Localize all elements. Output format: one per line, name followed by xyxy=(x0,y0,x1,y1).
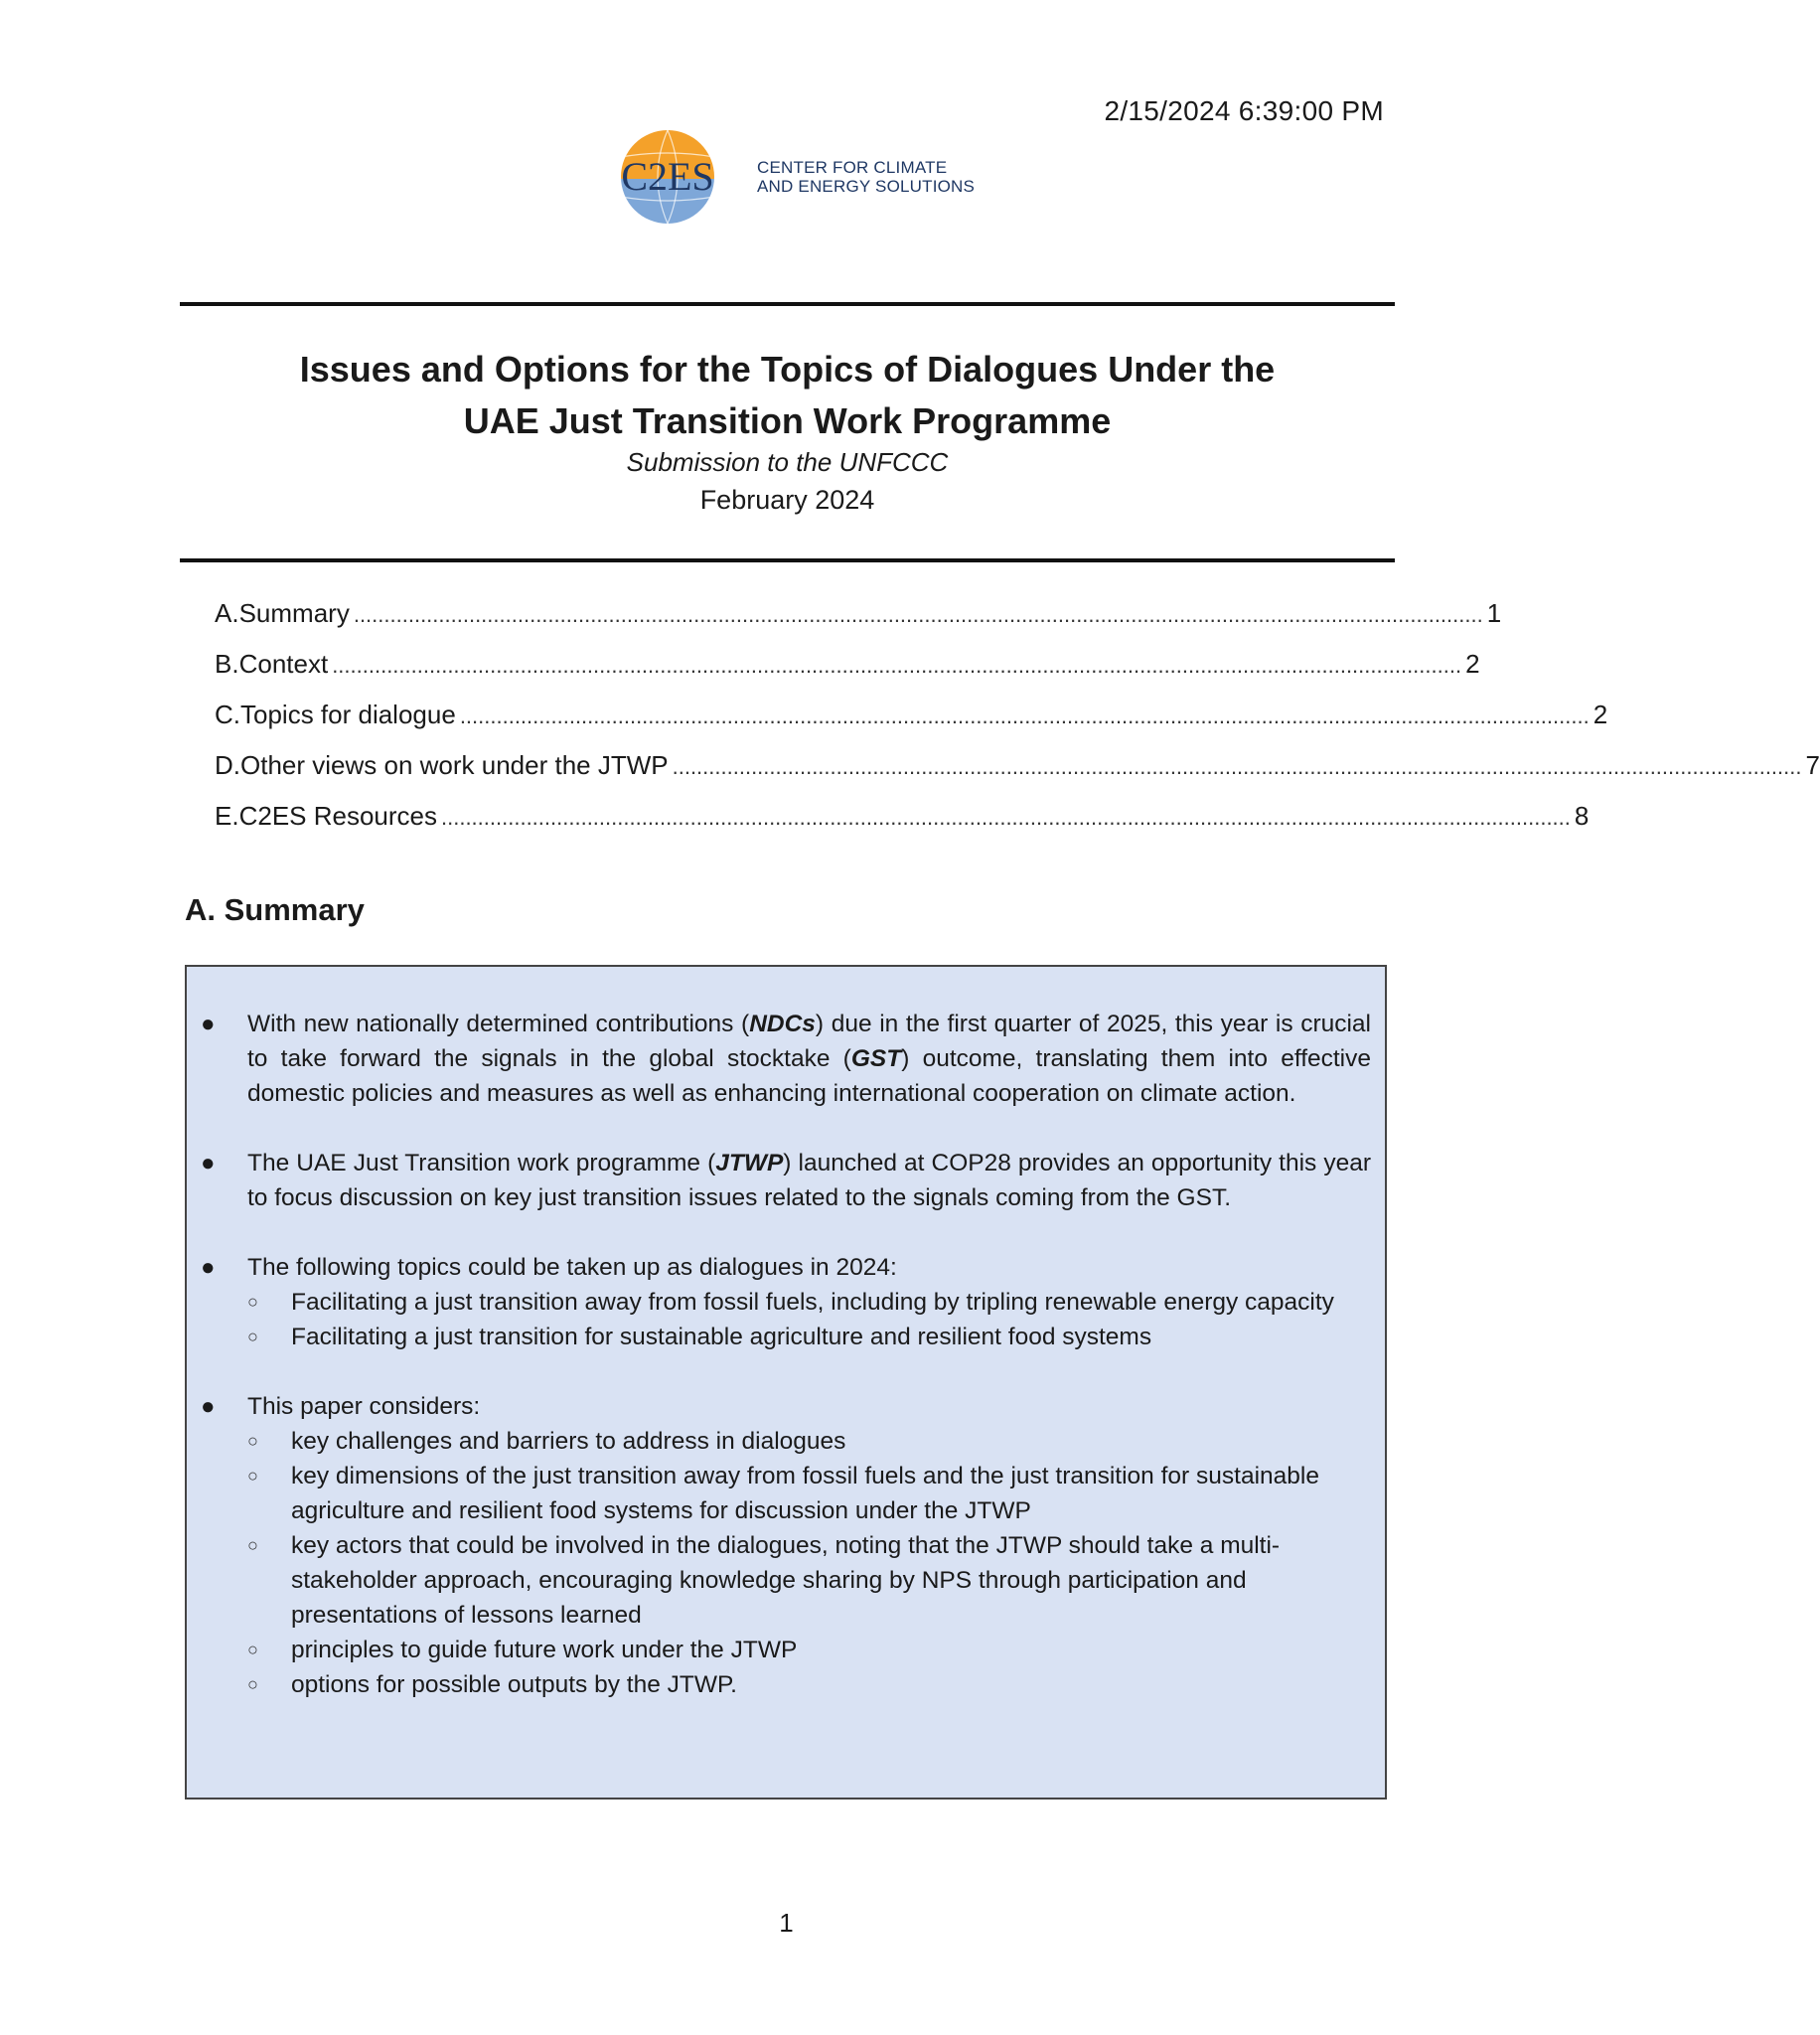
toc-entry-other-views[interactable] xyxy=(215,750,1820,801)
table-of-contents xyxy=(215,598,1820,852)
circle-bullet-icon: ○ xyxy=(247,1640,258,1659)
page-number: 1 xyxy=(779,1908,794,1938)
bottom-divider xyxy=(180,558,1395,562)
document-title xyxy=(180,344,1395,447)
toc-entry-resources[interactable] xyxy=(215,801,1590,852)
sub-bullet-text: options for possible outputs by the JTWP. xyxy=(291,1671,737,1698)
toc-letter: E. xyxy=(215,801,239,831)
title-line-1: Issues and Options for the Topics of Dialogues Under the xyxy=(299,349,1276,390)
acronym-gst: GST xyxy=(850,1045,902,1072)
sub-bullet-text: key dimensions of the just transition away from fossil fuels and the just transition for sustainable agriculture and resilient food systems for discussion under the JTWP xyxy=(291,1463,1319,1524)
text-run: ) outcome, translating them into effective domestic policies and measures as well as enhancing international cooperation on climate action. xyxy=(247,1045,1371,1107)
sub-bullet xyxy=(247,1667,1371,1702)
circle-bullet-icon: ○ xyxy=(247,1431,258,1451)
toc-leader: .......................................................................................................................................................................................... xyxy=(672,754,1802,779)
toc-page: 2 xyxy=(1592,700,1608,729)
circle-bullet-icon: ○ xyxy=(247,1327,258,1346)
summary-bullet xyxy=(187,1250,1385,1354)
summary-bullet xyxy=(187,1389,1385,1702)
text-run: With new nationally determined contributions ( xyxy=(247,1011,750,1037)
toc-leader: .......................................................................................................................................................................................... xyxy=(459,704,1590,728)
toc-letter: B. xyxy=(215,649,239,679)
bullet-icon: ● xyxy=(201,1150,216,1176)
toc-title: Summary xyxy=(238,598,350,628)
acronym-ndcs: NDCs xyxy=(749,1011,816,1037)
toc-letter: D. xyxy=(215,750,240,780)
logo-line-1: CENTER FOR CLIMATE xyxy=(757,158,948,177)
document-date: February 2024 xyxy=(699,485,875,515)
toc-letter: A. xyxy=(215,598,239,628)
toc-entry-topics[interactable] xyxy=(215,700,1608,750)
summary-box xyxy=(185,965,1387,1800)
text-run: ) launched at COP28 provides an opportunity this year to focus discussion on key just transition issues related to the signals coming from the GST. xyxy=(247,1150,1371,1211)
bullet-icon: ● xyxy=(201,1393,216,1420)
summary-bullets xyxy=(187,1007,1385,1737)
toc-letter: C. xyxy=(215,700,240,729)
summary-bullet xyxy=(187,1007,1385,1111)
circle-bullet-icon: ○ xyxy=(247,1535,258,1555)
toc-leader: .......................................................................................................................................................................................... xyxy=(332,653,1462,678)
toc-page: 8 xyxy=(1574,801,1590,831)
sub-bullet-text: Facilitating a just transition away from fossil fuels, including by tripling renewable energy capacity xyxy=(291,1289,1334,1316)
toc-title: Topics for dialogue xyxy=(240,700,456,729)
circle-bullet-icon: ○ xyxy=(247,1292,258,1312)
sub-bullet xyxy=(247,1320,1371,1354)
bullet-icon: ● xyxy=(201,1254,216,1281)
toc-page: 2 xyxy=(1465,649,1480,679)
section-heading-summary: A. Summary xyxy=(185,892,365,927)
logo-line-2: AND ENERGY SOLUTIONS xyxy=(757,177,976,196)
sub-bullet xyxy=(247,1285,1371,1320)
logo-wordmark xyxy=(757,158,975,196)
globe-icon xyxy=(618,127,737,227)
toc-leader: .......................................................................................................................................................................................... xyxy=(353,602,1483,627)
toc-entry-summary[interactable] xyxy=(215,598,1502,649)
toc-entry-context[interactable] xyxy=(215,649,1480,700)
sub-bullet xyxy=(247,1424,1371,1459)
toc-leader: .......................................................................................................................................................................................... xyxy=(441,805,1571,830)
sub-bullet-text: principles to guide future work under the JTWP xyxy=(291,1637,798,1663)
timestamp: 2/15/2024 6:39:00 PM xyxy=(1104,95,1384,126)
title-line-2: UAE Just Transition Work Programme xyxy=(463,400,1112,441)
toc-page: 1 xyxy=(1486,598,1502,628)
bullet-icon: ● xyxy=(201,1011,216,1037)
bullet-text: The following topics could be taken up as dialogues in 2024: xyxy=(247,1254,897,1281)
sub-bullet xyxy=(247,1633,1371,1667)
circle-bullet-icon: ○ xyxy=(247,1466,258,1486)
sub-bullet xyxy=(247,1459,1371,1528)
toc-title: C2ES Resources xyxy=(238,801,437,831)
bullet-text xyxy=(247,1007,1371,1111)
toc-page: 7 xyxy=(1805,750,1820,780)
acronym-jtwp: JTWP xyxy=(715,1150,784,1176)
toc-title: Other views on work under the JTWP xyxy=(240,750,669,780)
top-divider xyxy=(180,302,1395,306)
circle-bullet-icon: ○ xyxy=(247,1674,258,1694)
toc-title: Context xyxy=(238,649,329,679)
sub-bullet-text: key challenges and barriers to address in dialogues xyxy=(291,1428,846,1455)
sub-bullet-text: Facilitating a just transition for sustainable agriculture and resilient food systems xyxy=(291,1324,1152,1350)
bullet-text xyxy=(247,1146,1371,1215)
text-run: ) due in the first quarter of 2025, this year is crucial to take forward the signals in the global stocktake ( xyxy=(247,1011,1371,1072)
sub-bullet-text: key actors that could be involved in the dialogues, noting that the JTWP should take a multi-stakeholder approach, encouraging knowledge sharing by NPS through participation and presentations of lessons learned xyxy=(291,1532,1281,1629)
document-subtitle: Submission to the UNFCCC xyxy=(626,447,949,477)
summary-bullet xyxy=(187,1146,1385,1215)
sub-bullet xyxy=(247,1528,1371,1633)
text-run: The UAE Just Transition work programme ( xyxy=(247,1150,716,1176)
bullet-text: This paper considers: xyxy=(247,1393,481,1420)
logo-mark-text: C2ES xyxy=(621,154,714,199)
